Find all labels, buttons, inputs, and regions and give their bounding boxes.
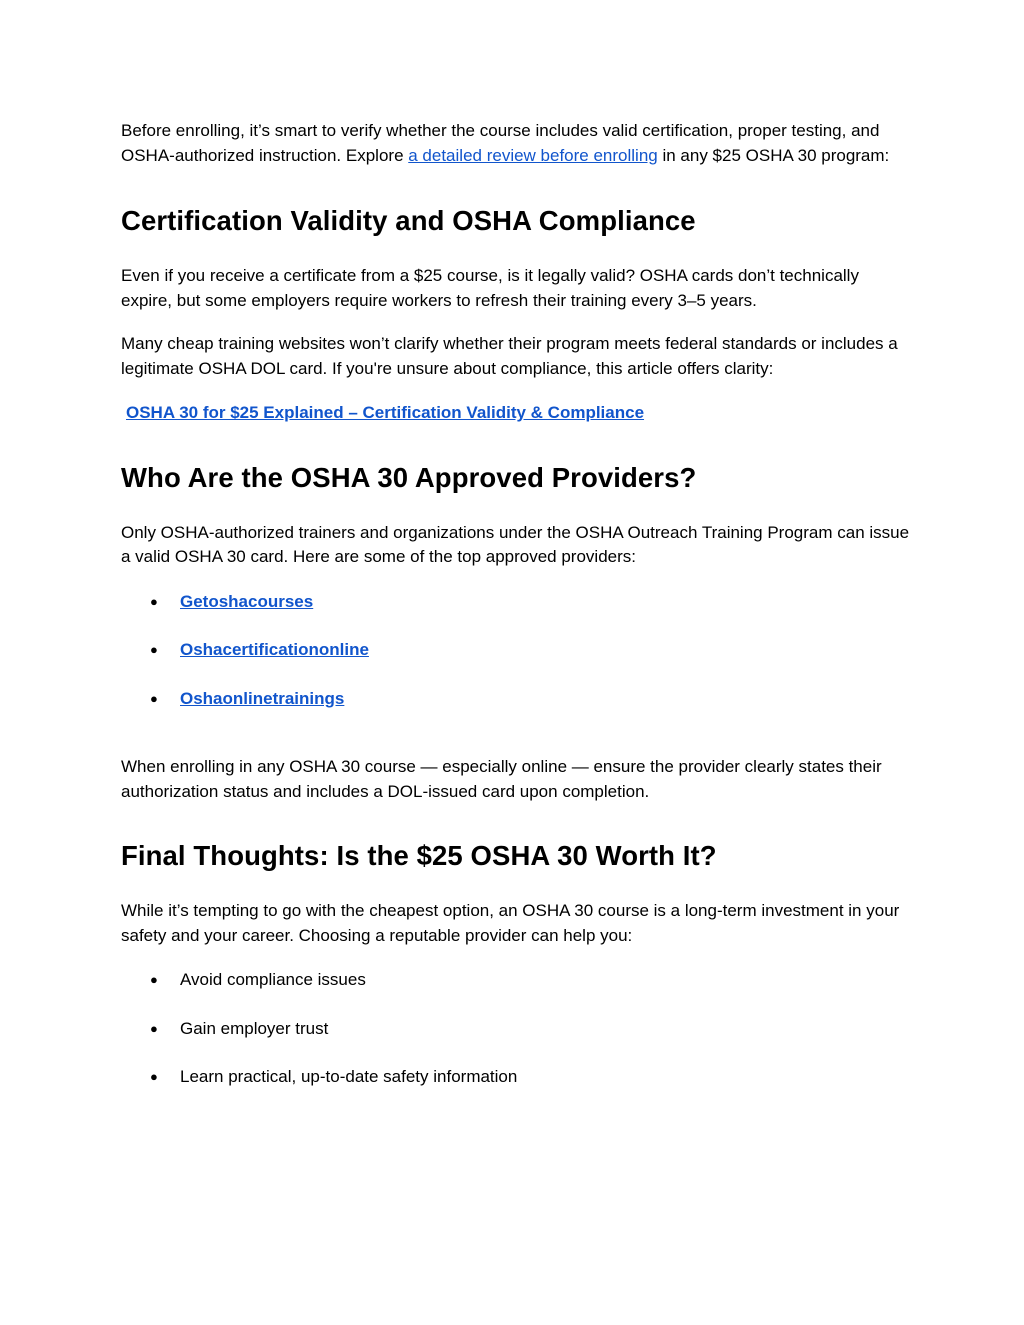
provider-link-getoshacourses[interactable]: Getoshacourses bbox=[180, 591, 314, 611]
bullet-icon: ● bbox=[150, 1020, 158, 1036]
review-link[interactable]: a detailed review before enrolling bbox=[408, 145, 658, 165]
provider-link-oshacertificationonline[interactable]: Oshacertificationonline bbox=[180, 640, 369, 659]
list-item bbox=[121, 638, 911, 663]
list-item bbox=[121, 1065, 911, 1090]
providers-paragraph: Only OSHA-authorized trainers and organizations under the OSHA Outreach Training Program can issue a valid OSHA 30 card. Here are some of the top approved providers: bbox=[121, 522, 910, 566]
list-item bbox=[121, 687, 911, 712]
list-item bbox=[121, 968, 911, 993]
certification-heading: Certification Validity and OSHA Compliance bbox=[121, 205, 696, 236]
list-item bbox=[121, 1017, 911, 1042]
certification-paragraph-1: Even if you receive a certificate from a $25 course, is it legally valid? OSHA cards don’t technically expire, but some employers require workers to refresh their training every 3–5 years. bbox=[121, 266, 859, 310]
final-heading: Final Thoughts: Is the $25 OSHA 30 Worth It? bbox=[121, 840, 717, 871]
bullet-icon: ● bbox=[150, 1069, 158, 1084]
provider-link-oshaonlinetrainings[interactable]: Oshaonlinetrainings bbox=[180, 688, 345, 708]
certification-link-paragraph bbox=[121, 401, 911, 426]
providers-list bbox=[121, 590, 911, 712]
enroll-note-paragraph: When enrolling in any OSHA 30 course — especially online — ensure the provider clearly states their authorization status and includes a DOL-issued card upon completion. bbox=[121, 757, 882, 801]
certification-paragraph-2: Many cheap training websites won’t clarify whether their program meets federal standards or includes a legitimate OSHA DOL card. If you're unsure about compliance, this article offers clarity: bbox=[121, 334, 898, 378]
document-page bbox=[121, 119, 911, 1090]
benefits-list bbox=[121, 968, 911, 1090]
bullet-icon: ● bbox=[150, 972, 158, 987]
final-paragraph: While it’s tempting to go with the cheapest option, an OSHA 30 course is a long-term investment in your safety and your career. Choosing a reputable provider can help you: bbox=[121, 901, 900, 945]
intro-text-after: in any $25 OSHA 30 program: bbox=[657, 145, 890, 165]
list-item bbox=[121, 590, 911, 615]
bullet-icon: ● bbox=[150, 593, 158, 609]
bullet-icon: ● bbox=[150, 690, 158, 706]
intro-paragraph bbox=[121, 119, 911, 168]
intro-text-before: Before enrolling, it’s smart to verify whether the course includes valid certification, proper testing, and OSHA-authorized instruction. Explore bbox=[121, 121, 880, 165]
benefit-text: Avoid compliance issues bbox=[180, 970, 366, 989]
benefit-text: Learn practical, up-to-date safety information bbox=[180, 1067, 518, 1086]
bullet-icon: ● bbox=[150, 642, 158, 657]
providers-heading: Who Are the OSHA 30 Approved Providers? bbox=[121, 461, 697, 493]
certification-compliance-link[interactable]: OSHA 30 for $25 Explained – Certification Validity & Compliance bbox=[126, 403, 645, 422]
benefit-text: Gain employer trust bbox=[180, 1018, 329, 1038]
